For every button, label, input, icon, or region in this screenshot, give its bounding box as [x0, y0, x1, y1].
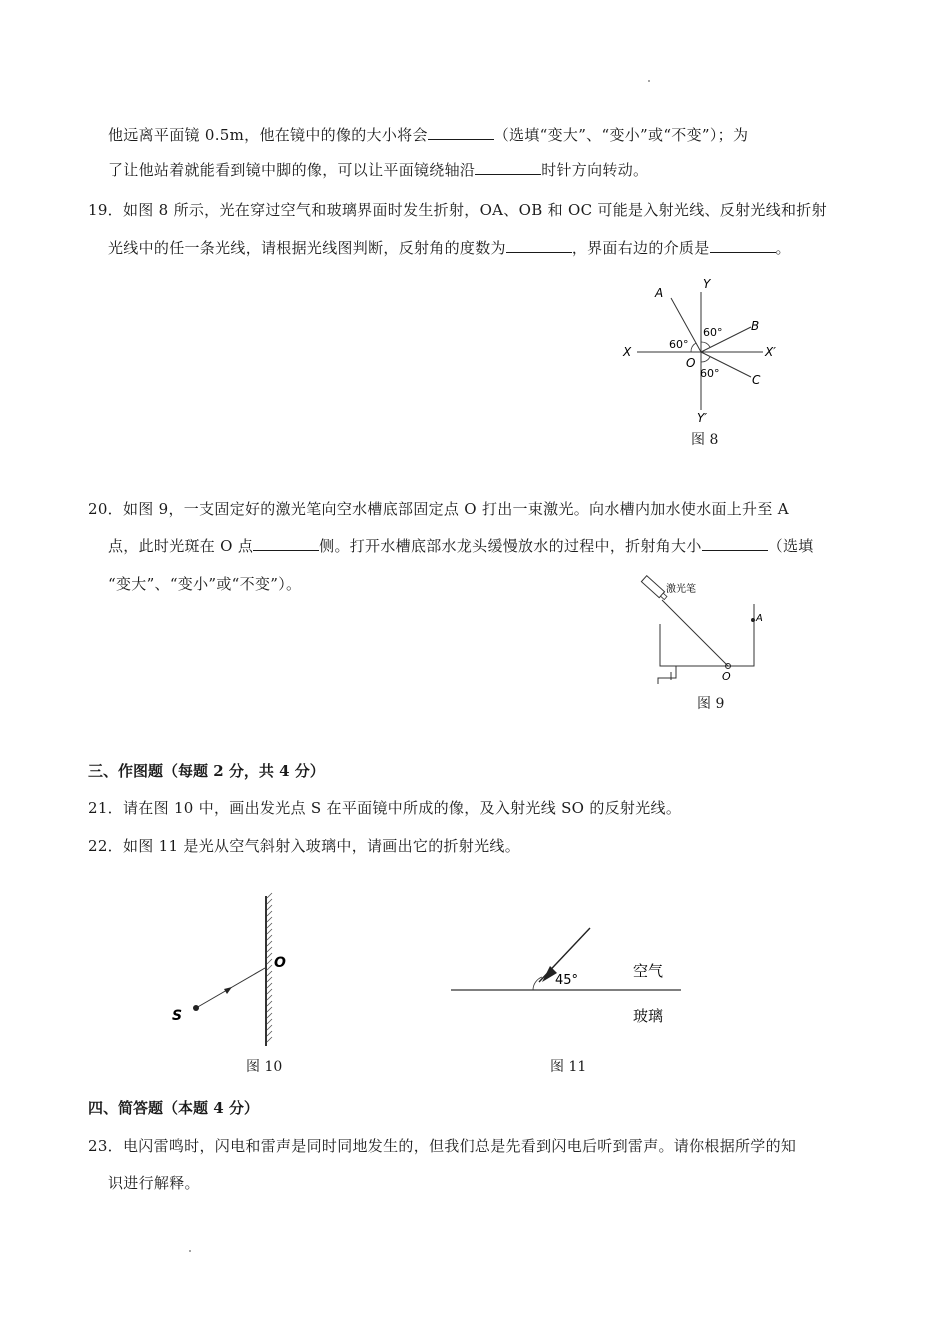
q18-text-3: 了让他站着就能看到镜中脚的像，可以让平面镜绕轴沿 [108, 161, 476, 179]
q18-text-2: （选填“变大”、“变小”或“不变”）；为 [493, 126, 749, 144]
fig8-label-x2: X′ [765, 345, 776, 359]
q20-blank-1[interactable] [253, 536, 319, 551]
q19-text-3: ，界面右边的介质是 [571, 239, 710, 257]
q22-line: 22．如图 11 是光从空气斜射入玻璃中，请画出它的折射光线。 [88, 837, 521, 855]
q23-line-1: 23．电闪雷鸣时，闪电和雷声是同时同地发生的，但我们总是先看到闪电后听到雷声。请你根据所学的知 [88, 1137, 797, 1155]
fig10-point-s [193, 1005, 199, 1011]
q20-text-3: 侧。打开水槽底部水龙头缓慢放水的过程中，折射角大小 [319, 537, 702, 555]
q20-text-2: 点，此时光斑在 O 点 [108, 537, 254, 555]
q19-text-1: 如图 8 所示，光在穿过空气和玻璃界面时发生折射，OA、OB 和 OC 可能是入射光线、反射光线和折射 [123, 201, 827, 219]
fig8-angle-arc-left [691, 343, 696, 352]
q19-line-2 [108, 237, 791, 259]
q18-text-1: 他远离平面镜 0.5m，他在镜中的像的大小将会 [108, 126, 428, 144]
q23-line-2: 识进行解释。 [108, 1174, 200, 1192]
fig8-angle-left: 60° [669, 338, 689, 351]
fig8-angle-arc-bottom [701, 357, 710, 362]
q20-line-3 [108, 573, 301, 595]
scan-dot-bottom [189, 1250, 191, 1252]
fig8-angle-bottom: 60° [700, 367, 720, 380]
fig9-tank [660, 604, 754, 666]
q21-line: 21．请在图 10 中，画出发光点 S 在平面镜中所成的像，及入射光线 SO 的反射光线。 [88, 799, 682, 817]
fig8-label-x: X [623, 345, 632, 359]
fig11-air-label: 空气 [633, 962, 664, 980]
fig8-label-y: Y [703, 277, 711, 291]
q20-line-1 [88, 498, 789, 520]
fig11-glass-label: 玻璃 [633, 1007, 664, 1025]
q20-text-5: “变大”、“变小”或“不变”）。 [108, 575, 302, 593]
fig11-angle-label: 45° [555, 973, 579, 988]
q19-number: 19． [88, 201, 123, 219]
fig9-pen-label: 激光笔 [666, 584, 696, 595]
figure-8 [615, 272, 795, 424]
fig10-label-s: S [172, 1008, 183, 1024]
fig10-caption: 图 10 [246, 1059, 283, 1075]
q19-text-4: 。 [775, 239, 791, 257]
q18-blank-2[interactable] [475, 160, 541, 175]
figure-9 [640, 574, 780, 694]
fig9-label-a: A [756, 613, 763, 624]
q20-line-2 [108, 535, 814, 557]
q20-blank-2[interactable] [702, 536, 768, 551]
scan-dot-top [648, 80, 650, 82]
fig8-angle-top: 60° [703, 326, 723, 339]
q20-text-1: 如图 9，一支固定好的激光笔向空水槽底部固定点 O 打出一束激光。向水槽内加水使水面上升至 A [123, 500, 789, 518]
section-4-title: 四、简答题（本题 4 分） [88, 1099, 259, 1117]
fig10-mirror-hatching [267, 893, 272, 1042]
fig8-label-y2: Y′ [697, 411, 708, 424]
fig8-angle-arc-top [701, 342, 710, 347]
q18-text-4: 时针方向转动。 [541, 161, 649, 179]
q19-blank-1[interactable] [506, 238, 572, 253]
fig9-laser-beam [662, 600, 728, 666]
fig8-label-b: B [751, 319, 760, 333]
fig9-faucet [658, 666, 676, 684]
fig9-caption: 图 9 [697, 696, 725, 712]
laser-pen [641, 576, 668, 601]
fig10-label-o: O [274, 955, 286, 971]
fig8-label-c: C [752, 373, 761, 387]
fig9-label-o: O [722, 670, 731, 683]
figure-11 [445, 922, 695, 1032]
q18-line-2 [108, 159, 648, 181]
q19-blank-2[interactable] [710, 238, 776, 253]
fig11-caption: 图 11 [550, 1059, 587, 1075]
q19-line-1 [88, 199, 827, 221]
fig11-angle-arc [533, 977, 542, 990]
section-3-title: 三、作图题（每题 2 分，共 4 分） [88, 762, 325, 780]
fig8-caption: 图 8 [691, 432, 719, 448]
fig8-label-a: A [655, 286, 664, 300]
q18-line-1 [108, 124, 748, 146]
q18-blank-1[interactable] [428, 125, 494, 140]
fig8-label-o: O [686, 356, 696, 370]
q20-text-4: （选填 [767, 537, 814, 555]
figure-10 [160, 892, 310, 1052]
fig10-ray-arrow [224, 987, 232, 994]
fig9-point-a [751, 618, 755, 622]
q19-text-2: 光线中的任一条光线，请根据光线图判断，反射角的度数为 [108, 239, 506, 257]
q20-number: 20． [88, 500, 123, 518]
